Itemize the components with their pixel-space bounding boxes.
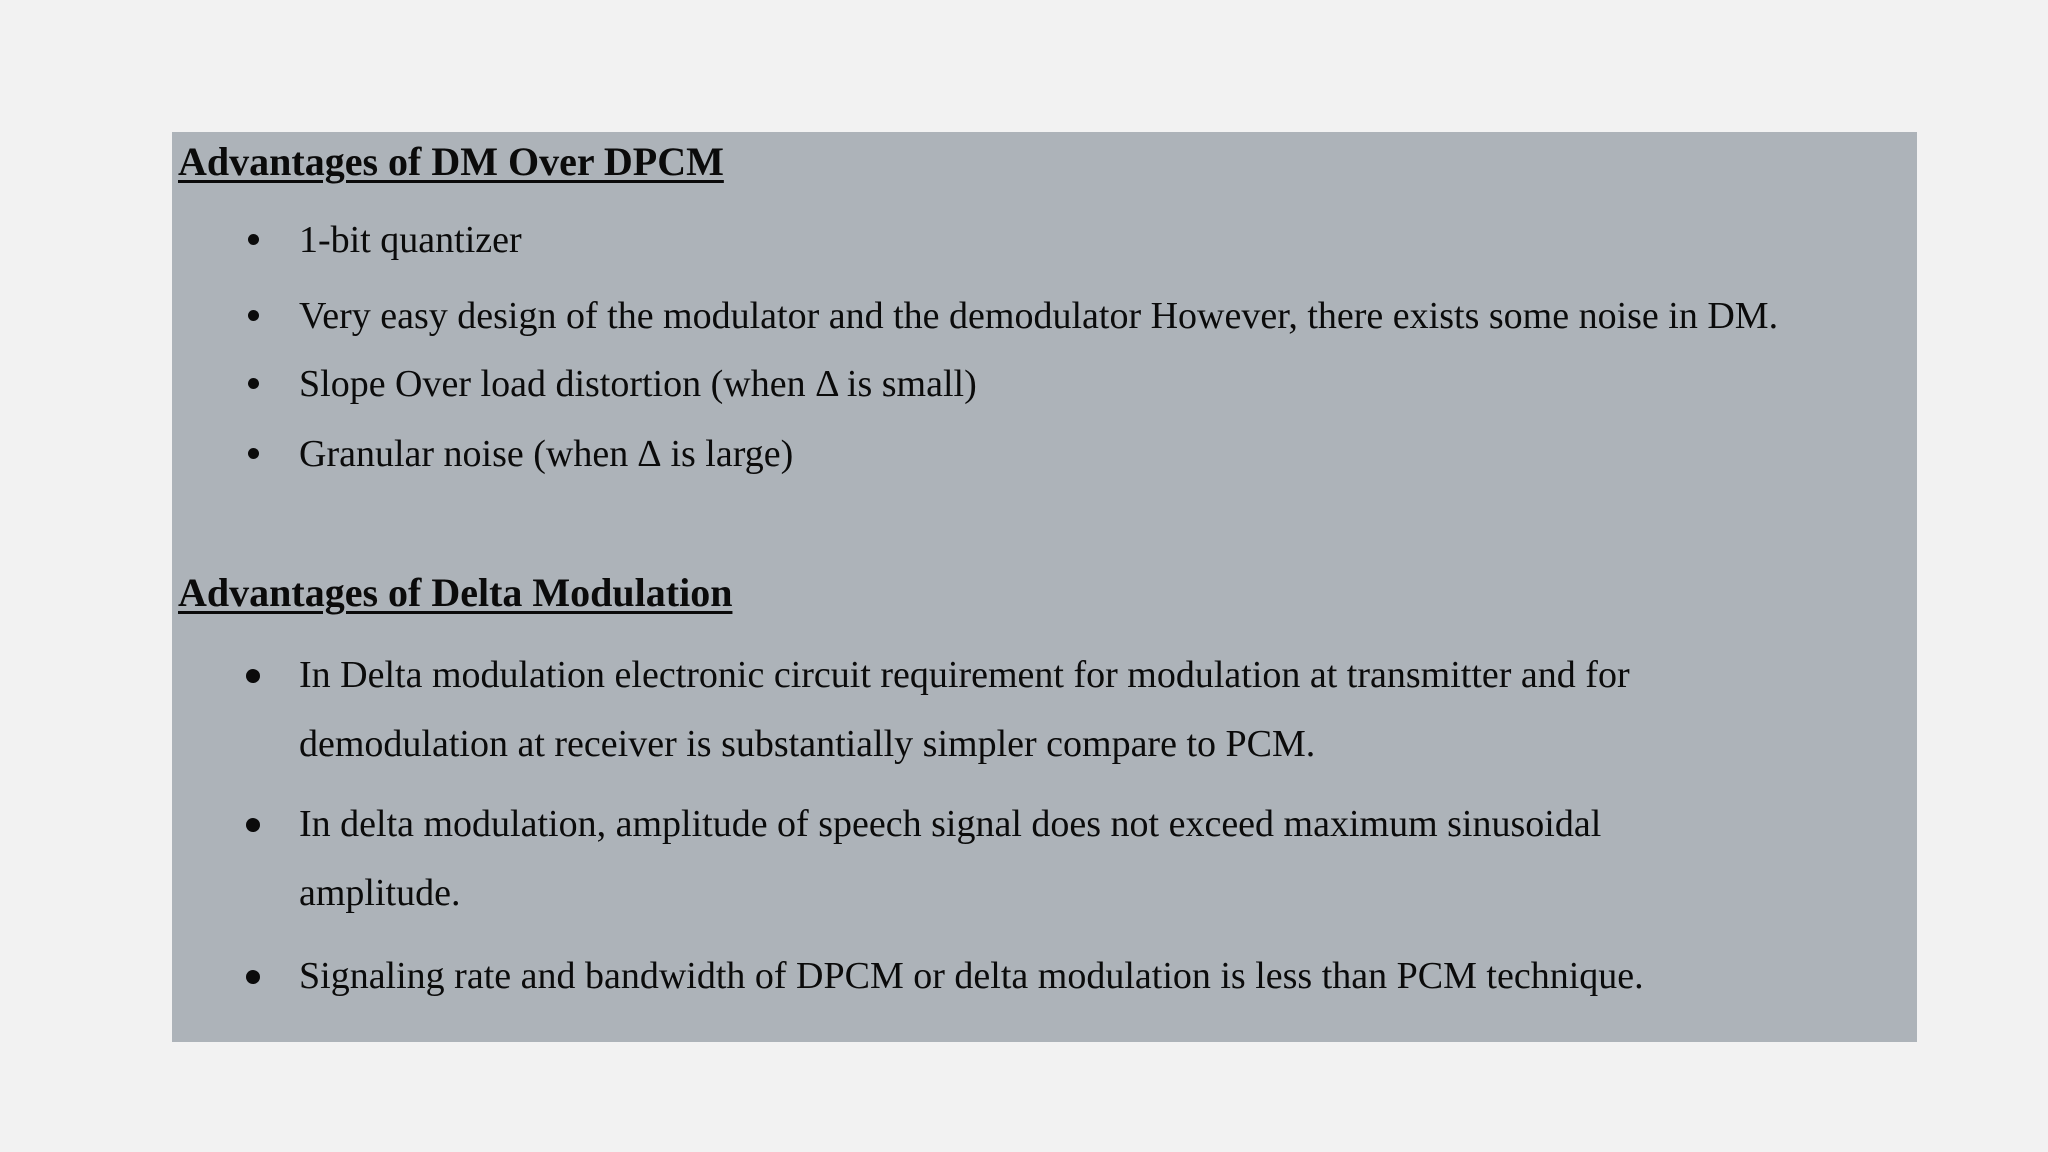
list-item-text: Granular noise (when ∆ is large) <box>299 433 794 475</box>
heading-dm-over-dpcm: Advantages of DM Over DPCM <box>178 139 724 184</box>
list-item-text: Slope Over load distortion (when Δ is small) <box>299 363 977 405</box>
bullet-icon <box>248 310 259 321</box>
list-item-text: Signaling rate and bandwidth of DPCM or delta modulation is less than PCM technique. <box>299 955 1644 997</box>
list-item-text: 1-bit quantizer <box>299 219 522 261</box>
bullet-icon <box>246 669 260 683</box>
bullet-icon <box>248 448 259 459</box>
heading-delta-modulation: Advantages of Delta Modulation <box>178 570 733 615</box>
bullet-icon <box>246 970 260 984</box>
bullet-icon <box>246 818 260 832</box>
bullet-icon <box>248 378 259 389</box>
list-item-text: In delta modulation, amplitude of speech signal does not exceed maximum sinusoidal amplitude. <box>299 803 1602 914</box>
bullet-icon <box>248 234 259 245</box>
document-panel <box>172 132 1917 1042</box>
list-item-text: Very easy design of the modulator and the demodulator However, there exists some noise in DM. <box>299 295 1779 337</box>
list-item-text: In Delta modulation electronic circuit requirement for modulation at transmitter and for demodulation at receiver is substantially simpler compare to PCM. <box>299 654 1630 765</box>
